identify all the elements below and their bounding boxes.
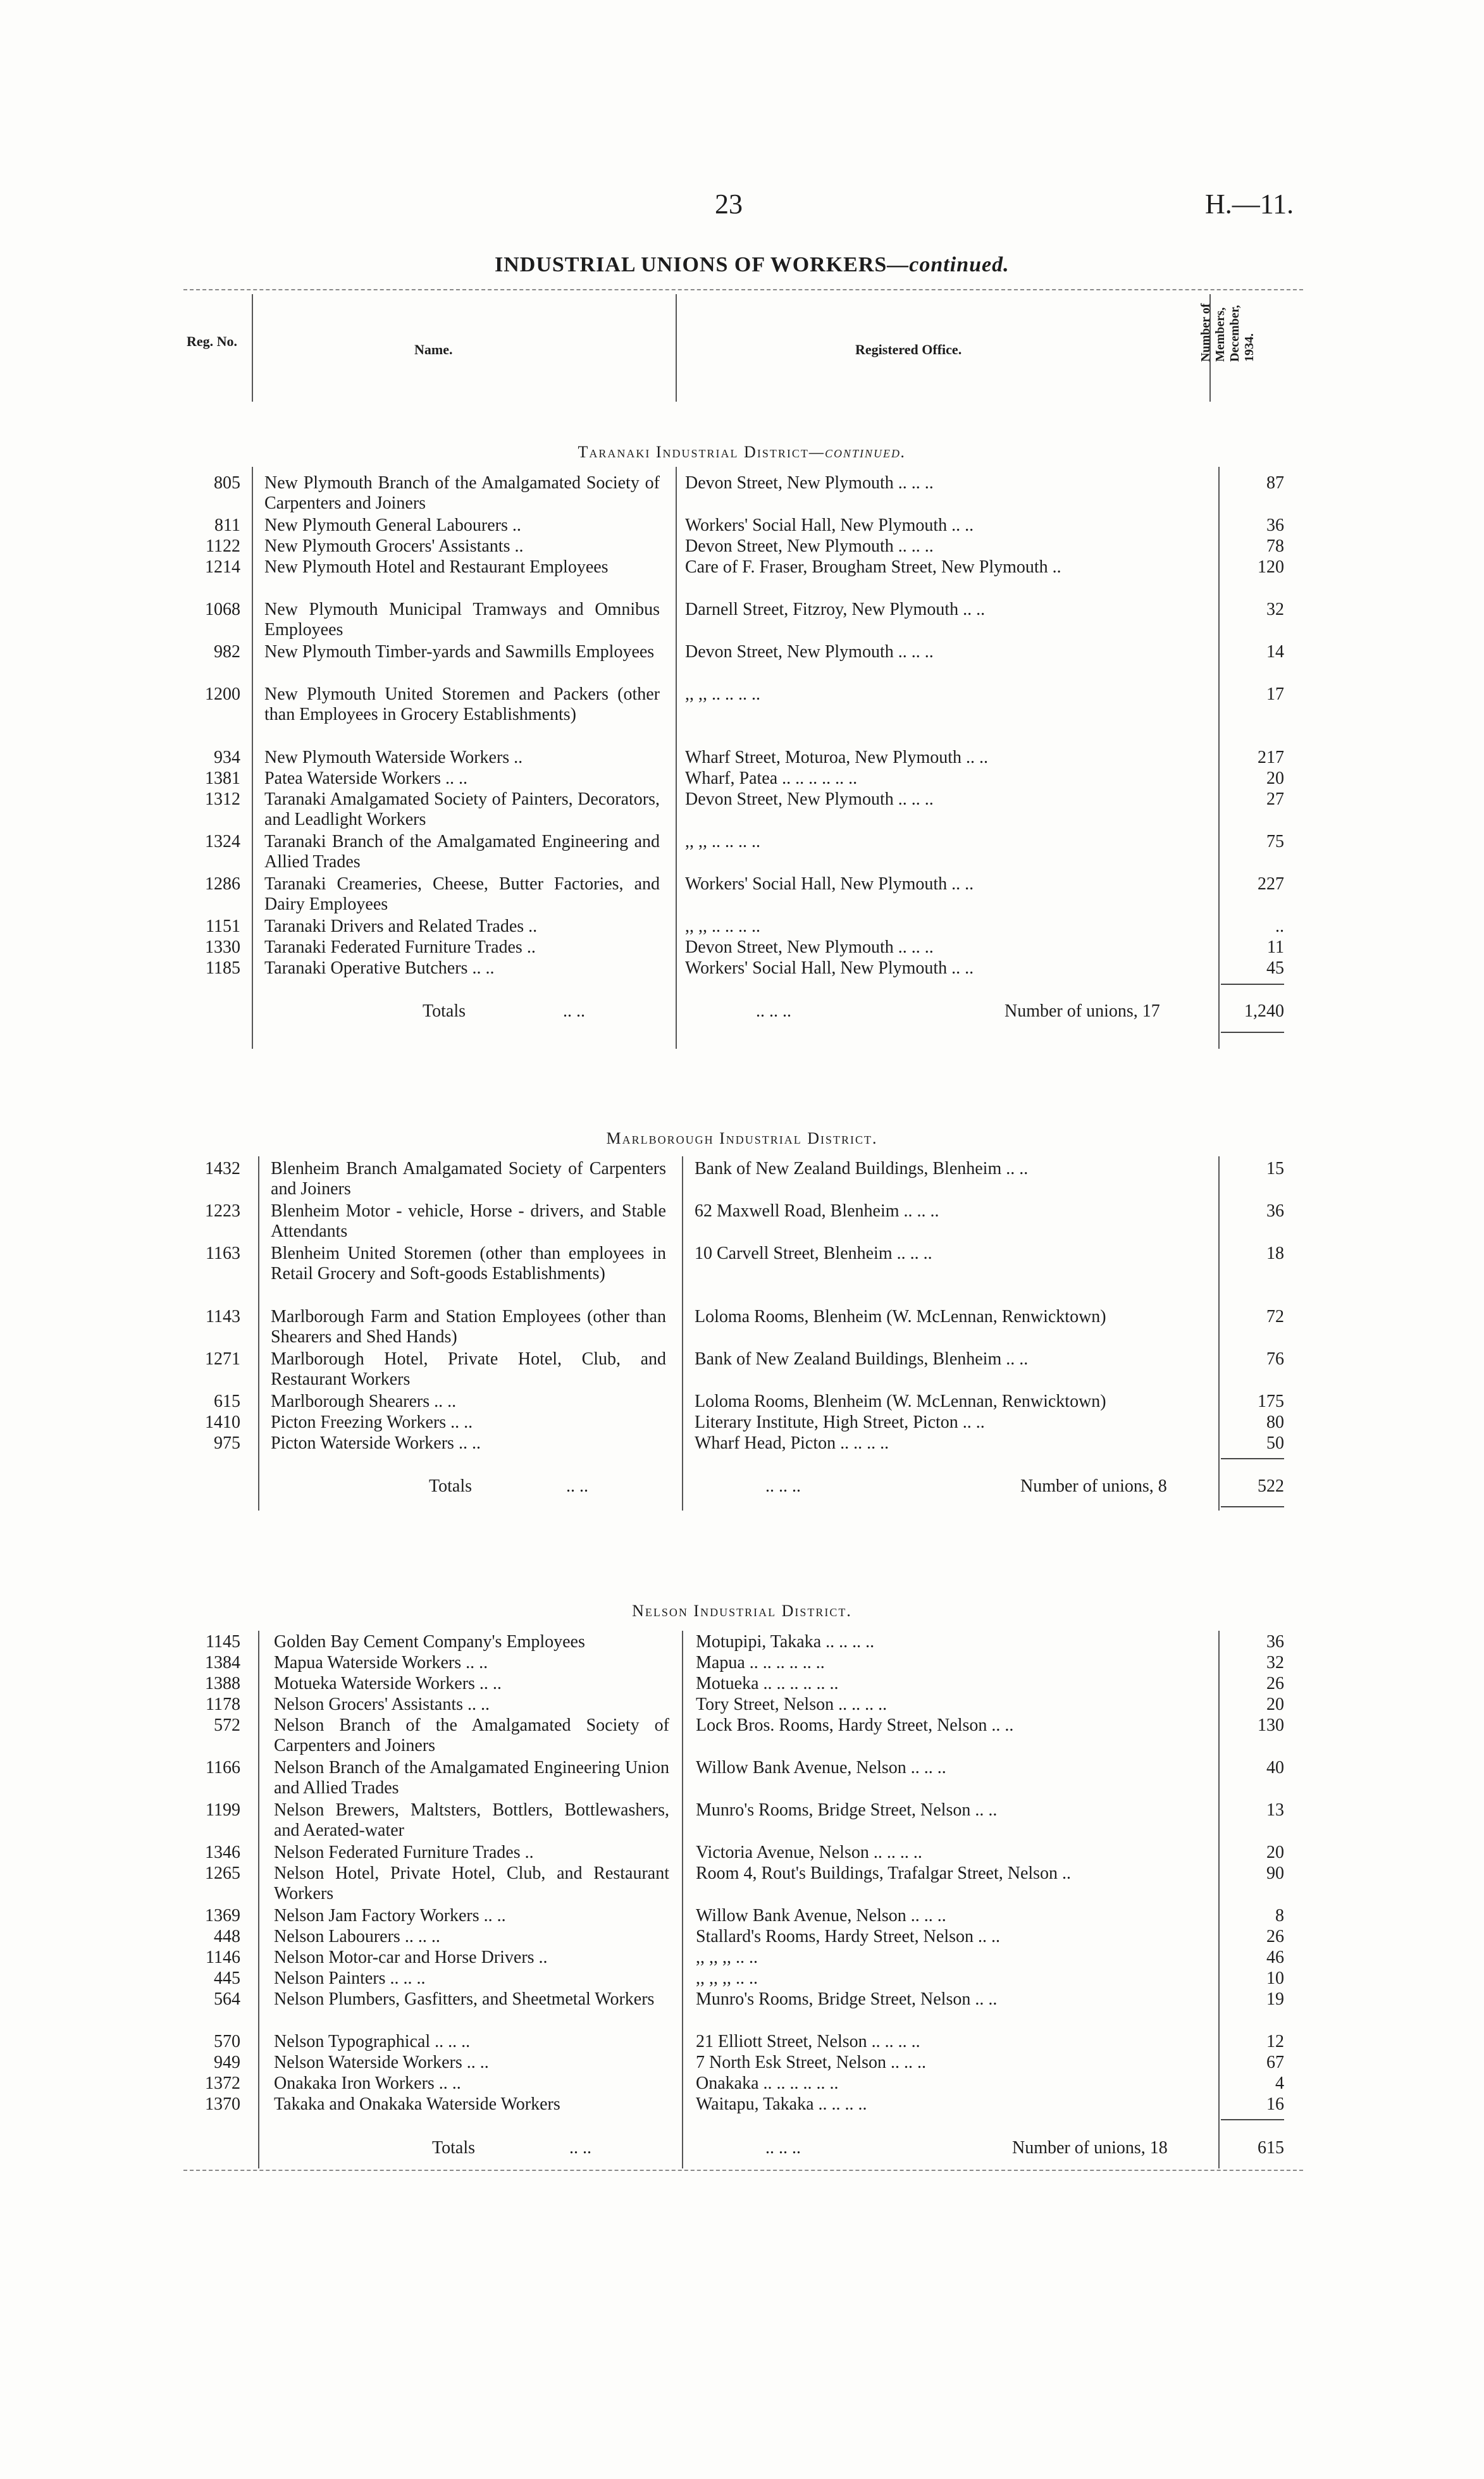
union-name: New Plymouth Grocers' Assistants .. (264, 536, 524, 556)
document-reference: H.—11. (1205, 189, 1294, 219)
reg-number: 1381 (205, 769, 240, 788)
subtotal-rule (1221, 2119, 1284, 2120)
member-count: 17 (1266, 684, 1284, 704)
column-header-reg-no: Reg. No. (186, 333, 238, 349)
union-name: Taranaki Federated Furniture Trades .. (264, 937, 536, 957)
union-name: Taranaki Operative Butchers .. .. (264, 958, 495, 978)
member-count: 11 (1267, 937, 1284, 957)
reg-number: 1312 (205, 789, 240, 809)
registered-office: ,, ,, .. .. .. .. (685, 832, 760, 851)
reg-number: 1265 (205, 1864, 240, 1883)
reg-number: 572 (214, 1716, 240, 1735)
totals-label: Totals (423, 1001, 466, 1021)
totals-dots: .. .. (566, 1476, 588, 1496)
union-name: New Plymouth Waterside Workers .. (264, 748, 523, 767)
union-name: Nelson Grocers' Assistants .. .. (274, 1695, 490, 1714)
registered-office: Devon Street, New Plymouth .. .. .. (685, 642, 934, 662)
reg-number: 1384 (205, 1653, 240, 1672)
member-count: .. (1275, 917, 1284, 936)
reg-number: 448 (214, 1927, 240, 1946)
registered-office: Darnell Street, Fitzroy, New Plymouth .. .. (685, 600, 986, 619)
member-count: 32 (1266, 600, 1284, 619)
column-divider (676, 467, 677, 1049)
reg-number: 1146 (206, 1948, 240, 1967)
column-divider (258, 1156, 259, 1511)
registered-office: Care of F. Fraser, Brougham Street, New Plymouth .. (685, 557, 1061, 577)
member-count: 75 (1266, 832, 1284, 851)
union-name: Nelson Waterside Workers .. .. (274, 2053, 489, 2072)
union-count: Number of unions, 18 (1012, 2138, 1168, 2158)
registered-office: Motupipi, Takaka .. .. .. .. (696, 1632, 875, 1652)
union-name: New Plymouth Hotel and Restaurant Employees (264, 557, 609, 577)
reg-number: 1330 (205, 937, 240, 957)
registered-office: Workers' Social Hall, New Plymouth .. .. (685, 874, 974, 894)
union-name: Nelson Labourers .. .. .. (274, 1927, 440, 1946)
union-name: New Plymouth Municipal Tramways and Omnibus Employees (264, 600, 660, 640)
member-count: 80 (1266, 1413, 1284, 1432)
registered-office: Workers' Social Hall, New Plymouth .. .. (685, 516, 974, 535)
member-count: 90 (1266, 1864, 1284, 1883)
union-count: Number of unions, 8 (1020, 1476, 1167, 1496)
member-count: 50 (1266, 1433, 1284, 1453)
registered-office: 7 North Esk Street, Nelson .. .. .. (696, 2053, 926, 2072)
registered-office: 10 Carvell Street, Blenheim .. .. .. (695, 1244, 932, 1263)
registered-office: Devon Street, New Plymouth .. .. .. (685, 536, 934, 556)
reg-number: 934 (214, 748, 240, 767)
member-count: 78 (1266, 536, 1284, 556)
registered-office: Willow Bank Avenue, Nelson .. .. .. (696, 1758, 946, 1777)
union-name: Nelson Jam Factory Workers .. .. (274, 1906, 506, 1926)
total-rule (1221, 1506, 1284, 1507)
union-name: Nelson Motor-car and Horse Drivers .. (274, 1948, 548, 1967)
reg-number: 1200 (205, 684, 240, 704)
union-name: New Plymouth Branch of the Amalgamated Society of Carpenters and Joiners (264, 473, 660, 513)
title-main: INDUSTRIAL UNIONS OF WORKERS (495, 253, 887, 276)
member-count: 18 (1266, 1244, 1284, 1263)
union-name: Picton Freezing Workers .. .. (271, 1413, 473, 1432)
reg-number: 1199 (206, 1800, 240, 1820)
member-count: 76 (1266, 1349, 1284, 1369)
member-count: 20 (1266, 769, 1284, 788)
section-title-taranaki: Taranaki Industrial District—continued. (578, 443, 906, 461)
title-suffix: —continued. (887, 253, 1010, 276)
union-name: New Plymouth United Storemen and Packers (other than Employees in Grocery Establishments) (264, 684, 660, 724)
header-divider (676, 294, 677, 402)
reg-number: 570 (214, 2032, 240, 2051)
registered-office: Devon Street, New Plymouth .. .. .. (685, 789, 934, 809)
reg-number: 975 (214, 1433, 240, 1453)
member-count: 12 (1266, 2032, 1284, 2051)
reg-number: 1185 (206, 958, 240, 978)
reg-number: 1178 (206, 1695, 240, 1714)
union-name: Blenheim Branch Amalgamated Society of Carpenters and Joiners (271, 1159, 666, 1199)
union-name: Taranaki Creameries, Cheese, Butter Factories, and Dairy Employees (264, 874, 660, 914)
reg-number: 1369 (205, 1906, 240, 1926)
registered-office: Loloma Rooms, Blenheim (W. McLennan, Renwicktown) (695, 1307, 1106, 1326)
member-count: 13 (1266, 1800, 1284, 1820)
member-count: 46 (1266, 1948, 1284, 1967)
reg-number: 1145 (206, 1632, 240, 1652)
union-name: Nelson Federated Furniture Trades .. (274, 1843, 534, 1862)
reg-number: 1388 (205, 1674, 240, 1693)
registered-office: Loloma Rooms, Blenheim (W. McLennan, Renwicktown) (695, 1392, 1106, 1411)
reg-number: 1068 (205, 600, 240, 619)
column-divider (252, 467, 253, 1049)
column-header-members: Number of Members, December, 1934. (1199, 303, 1256, 362)
section-title-marlborough: Marlborough Industrial District. (606, 1129, 878, 1147)
reg-number: 1324 (205, 832, 240, 851)
reg-number: 1166 (206, 1758, 240, 1777)
registered-office: Onakaka .. .. .. .. .. .. (696, 2074, 839, 2093)
section-title-nelson: Nelson Industrial District. (632, 1602, 852, 1620)
union-name: Blenheim United Storemen (other than employees in Retail Grocery and Soft-goods Establishments) (271, 1244, 666, 1283)
header-top-rule (183, 289, 1303, 290)
office-dots: .. .. .. (765, 2138, 801, 2158)
column-divider (682, 1156, 683, 1511)
union-name: New Plymouth General Labourers .. (264, 516, 521, 535)
member-count: 14 (1266, 642, 1284, 662)
reg-number: 1372 (205, 2074, 240, 2093)
table-bottom-rule (183, 2170, 1303, 2171)
union-count: Number of unions, 17 (1005, 1001, 1160, 1021)
totals-label: Totals (432, 2138, 476, 2158)
total-members: 1,240 (1244, 1001, 1284, 1021)
reg-number: 445 (214, 1969, 240, 1988)
registered-office: Room 4, Rout's Buildings, Trafalgar Street, Nelson .. (696, 1864, 1072, 1883)
reg-number: 982 (214, 642, 240, 662)
member-count: 26 (1266, 1927, 1284, 1946)
union-name: Takaka and Onakaka Waterside Workers (274, 2094, 560, 2114)
registered-office: Wharf Head, Picton .. .. .. .. (695, 1433, 889, 1453)
total-rule (1221, 1032, 1284, 1033)
union-name: Nelson Typographical .. .. .. (274, 2032, 471, 2051)
union-name: Taranaki Branch of the Amalgamated Engineering and Allied Trades (264, 832, 660, 872)
column-divider (258, 1631, 259, 2168)
reg-number: 1370 (205, 2094, 240, 2114)
registered-office: Bank of New Zealand Buildings, Blenheim .. .. (695, 1349, 1029, 1369)
union-name: Nelson Branch of the Amalgamated Society of Carpenters and Joiners (274, 1716, 669, 1755)
member-count: 227 (1258, 874, 1284, 894)
reg-number: 805 (214, 473, 240, 493)
subtotal-rule (1221, 984, 1284, 985)
column-divider (1218, 1631, 1220, 2168)
union-name: Taranaki Drivers and Related Trades .. (264, 917, 538, 936)
registered-office: Wharf Street, Moturoa, New Plymouth .. .. (685, 748, 989, 767)
office-dots: .. .. .. (765, 1476, 801, 1496)
union-name: Motueka Waterside Workers .. .. (274, 1674, 502, 1693)
column-header-office: Registered Office. (855, 342, 962, 357)
member-count: 15 (1266, 1159, 1284, 1178)
reg-number: 1163 (206, 1244, 240, 1263)
union-name: Nelson Hotel, Private Hotel, Club, and Restaurant Workers (274, 1864, 669, 1903)
totals-label: Totals (429, 1476, 473, 1496)
registered-office: Stallard's Rooms, Hardy Street, Nelson .. .. (696, 1927, 1000, 1946)
registered-office: Bank of New Zealand Buildings, Blenheim .. .. (695, 1159, 1029, 1178)
reg-number: 949 (214, 2053, 240, 2072)
reg-number: 1151 (206, 917, 240, 936)
union-name: Marlborough Hotel, Private Hotel, Club, and Restaurant Workers (271, 1349, 666, 1389)
registered-office: ,, ,, ,, .. .. (696, 1948, 758, 1967)
column-divider (682, 1631, 683, 2168)
reg-number: 1286 (205, 874, 240, 894)
member-count: 10 (1266, 1969, 1284, 1988)
member-count: 8 (1275, 1906, 1284, 1926)
column-header-name: Name. (414, 342, 453, 357)
member-count: 72 (1266, 1307, 1284, 1326)
union-name: Patea Waterside Workers .. .. (264, 769, 468, 788)
member-count: 120 (1258, 557, 1284, 577)
reg-number: 1143 (206, 1307, 240, 1326)
registered-office: Victoria Avenue, Nelson .. .. .. .. (696, 1843, 922, 1862)
union-name: Picton Waterside Workers .. .. (271, 1433, 481, 1453)
member-count: 16 (1266, 2094, 1284, 2114)
registered-office: Motueka .. .. .. .. .. .. (696, 1674, 839, 1693)
registered-office: ,, ,, .. .. .. .. (685, 684, 760, 704)
registered-office: Workers' Social Hall, New Plymouth .. .. (685, 958, 974, 978)
member-count: 217 (1258, 748, 1284, 767)
union-name: Marlborough Farm and Station Employees (other than Shearers and Shed Hands) (271, 1307, 666, 1347)
registered-office: Devon Street, New Plymouth .. .. .. (685, 473, 934, 493)
registered-office: Mapua .. .. .. .. .. .. (696, 1653, 825, 1672)
reg-number: 1271 (205, 1349, 240, 1369)
header-divider (252, 294, 253, 402)
union-name: Marlborough Shearers .. .. (271, 1392, 457, 1411)
reg-number: 811 (214, 516, 240, 535)
member-count: 87 (1266, 473, 1284, 493)
union-name: Nelson Brewers, Maltsters, Bottlers, Bottlewashers, and Aerated-water (274, 1800, 669, 1840)
registered-office: Waitapu, Takaka .. .. .. .. (696, 2094, 867, 2114)
reg-number: 1214 (205, 557, 240, 577)
member-count: 27 (1266, 789, 1284, 809)
member-count: 32 (1266, 1653, 1284, 1672)
member-count: 20 (1266, 1843, 1284, 1862)
reg-number: 1122 (206, 536, 240, 556)
column-divider (1218, 467, 1220, 1049)
registered-office: 21 Elliott Street, Nelson .. .. .. .. (696, 2032, 920, 2051)
member-count: 40 (1266, 1758, 1284, 1777)
member-count: 45 (1266, 958, 1284, 978)
reg-number: 1223 (205, 1201, 240, 1221)
union-name: Nelson Branch of the Amalgamated Engineering Union and Allied Trades (274, 1758, 669, 1798)
union-name: Nelson Painters .. .. .. (274, 1969, 426, 1988)
union-name: Blenheim Motor - vehicle, Horse - drivers, and Stable Attendants (271, 1201, 666, 1241)
registered-office: Devon Street, New Plymouth .. .. .. (685, 937, 934, 957)
reg-number: 564 (214, 1989, 240, 2009)
member-count: 67 (1266, 2053, 1284, 2072)
union-name: Onakaka Iron Workers .. .. (274, 2074, 461, 2093)
registered-office: Literary Institute, High Street, Picton .. .. (695, 1413, 985, 1432)
subtotal-rule (1221, 1458, 1284, 1459)
page-title (495, 253, 1010, 277)
union-name: New Plymouth Timber-yards and Sawmills Employees (264, 642, 655, 662)
registered-office: 62 Maxwell Road, Blenheim .. .. .. (695, 1201, 939, 1221)
union-name: Nelson Plumbers, Gasfitters, and Sheetmetal Workers (274, 1989, 655, 2009)
reg-number: 1410 (205, 1413, 240, 1432)
member-count: 130 (1258, 1716, 1284, 1735)
member-count: 26 (1266, 1674, 1284, 1693)
member-count: 4 (1275, 2074, 1284, 2093)
union-name: Mapua Waterside Workers .. .. (274, 1653, 488, 1672)
registered-office: Munro's Rooms, Bridge Street, Nelson .. .. (696, 1800, 998, 1820)
registered-office: Tory Street, Nelson .. .. .. .. (696, 1695, 887, 1714)
totals-dots: .. .. (569, 2138, 591, 2158)
member-count: 20 (1266, 1695, 1284, 1714)
total-members: 522 (1258, 1476, 1284, 1496)
reg-number: 615 (214, 1392, 240, 1411)
member-count: 19 (1266, 1989, 1284, 2009)
member-count: 36 (1266, 1201, 1284, 1221)
reg-number: 1432 (205, 1159, 240, 1178)
office-dots: .. .. .. (756, 1001, 791, 1021)
registered-office: Willow Bank Avenue, Nelson .. .. .. (696, 1906, 946, 1926)
registered-office: ,, ,, .. .. .. .. (685, 917, 760, 936)
registered-office: Lock Bros. Rooms, Hardy Street, Nelson .. .. (696, 1716, 1014, 1735)
column-divider (1218, 1156, 1220, 1511)
union-name: Golden Bay Cement Company's Employees (274, 1632, 585, 1652)
member-count: 36 (1266, 1632, 1284, 1652)
page-number: 23 (715, 189, 743, 219)
totals-dots: .. .. (563, 1001, 585, 1021)
reg-number: 1346 (205, 1843, 240, 1862)
union-name: Taranaki Amalgamated Society of Painters, Decorators, and Leadlight Workers (264, 789, 660, 829)
total-members: 615 (1258, 2138, 1284, 2158)
registered-office: ,, ,, ,, .. .. (696, 1969, 758, 1988)
registered-office: Wharf, Patea .. .. .. .. .. .. (685, 769, 858, 788)
member-count: 175 (1258, 1392, 1284, 1411)
member-count: 36 (1266, 516, 1284, 535)
registered-office: Munro's Rooms, Bridge Street, Nelson .. .. (696, 1989, 998, 2009)
